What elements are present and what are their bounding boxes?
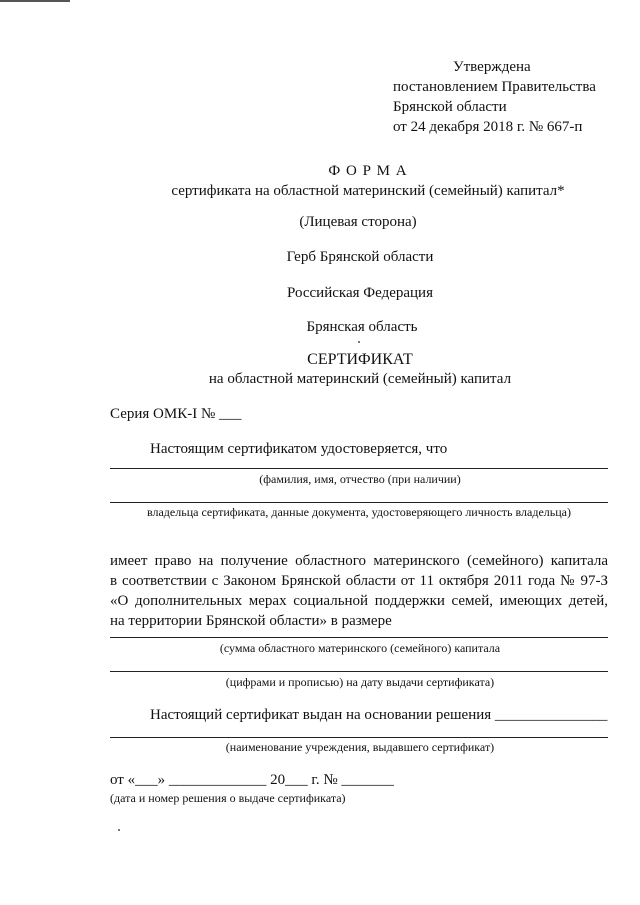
form-emblem: Герб Брянской области — [286, 249, 434, 265]
caption-owner: владельца сертификата, данные документа, удостоверяющего личность владельца) — [146, 505, 571, 519]
caption-name: (фамилия, имя, отчество (при наличии) — [259, 472, 461, 486]
scan-speck — [358, 341, 360, 343]
rights-line-3: «О дополнительных мерах социальной поддержки семей, имеющих детей, — [110, 593, 608, 609]
caption-words: (цифрами и прописью) на дату выдачи сертификата) — [225, 675, 495, 689]
certificate-subtitle: на областной материнский (семейный) капитал — [208, 371, 512, 387]
rights-line-2: в соответствии с Законом Брянской области от 11 октября 2011 года № 97-З — [110, 573, 608, 589]
rights-paragraph — [110, 551, 608, 631]
caption-date: (дата и номер решения о выдаче сертификата) — [110, 791, 346, 805]
caption-institution: (наименование учреждения, выдавшего сертификат) — [225, 740, 495, 754]
amount-words-line — [110, 671, 608, 672]
owner-line — [110, 502, 608, 503]
rights-line-1: имеет право на получение областного материнского (семейного) капитала — [110, 553, 608, 569]
approval-line-4: от 24 декабря 2018 г. № 667-п — [393, 119, 583, 135]
form-country: Российская Федерация — [287, 285, 433, 301]
form-title: Ф О Р М А — [328, 163, 408, 179]
form-subtitle: сертификата на областной материнский (семейный) капитал* — [171, 183, 565, 199]
rights-line-4: на территории Брянской области» в размере — [110, 613, 392, 629]
institution-line — [110, 737, 608, 738]
form-region: Брянская область — [306, 319, 418, 335]
scan-edge-mark — [0, 0, 70, 2]
approval-line-1: Утверждена — [453, 59, 531, 75]
approval-block — [393, 57, 596, 137]
caption-amount: (сумма областного материнского (семейного) капитала — [219, 641, 501, 655]
decision-date-line: от «___» _____________ 20___ г. № _______ — [110, 772, 394, 788]
issued-basis: Настоящий сертификат выдан на основании решения _______________ — [150, 707, 608, 723]
form-side: (Лицевая сторона) — [299, 214, 417, 230]
name-line — [110, 468, 608, 469]
approval-line-3: Брянской области — [393, 99, 507, 115]
amount-line — [110, 637, 608, 638]
approval-line-2: постановлением Правительства — [393, 79, 596, 95]
certificate-intro: Настоящим сертификатом удостоверяется, что — [150, 441, 448, 457]
certificate-title: СЕРТИФИКАТ — [307, 351, 413, 368]
scan-speck-2 — [118, 829, 120, 831]
certificate-series: Серия ОМК-I № ___ — [110, 406, 242, 422]
